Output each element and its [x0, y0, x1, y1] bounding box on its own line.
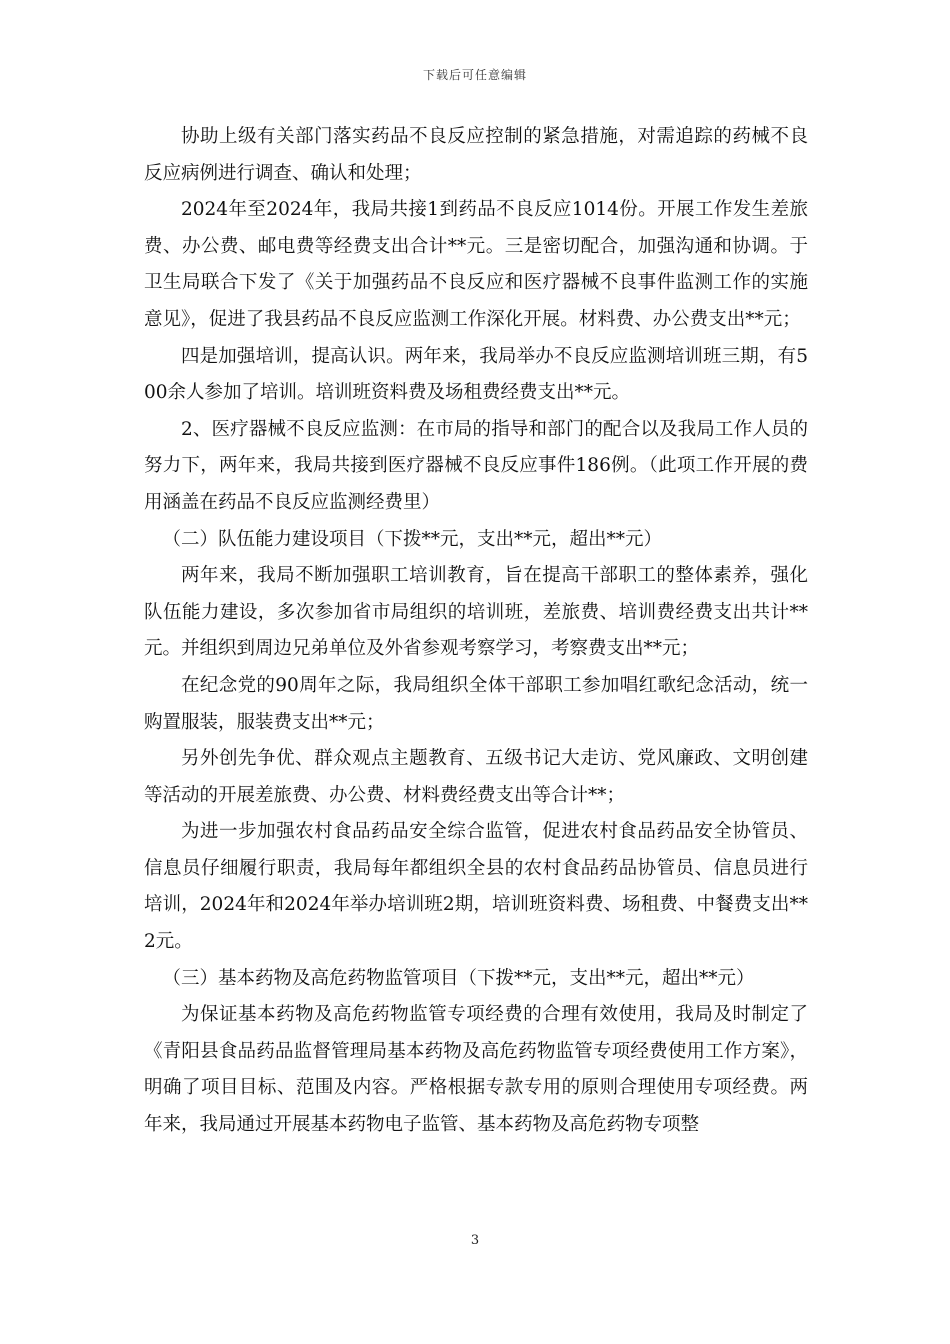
paragraph: 四是加强培训，提高认识。两年来，我局举办不良反应监测培训班三期，有500余人参加了培训。培训班资料费及场租费经费支出**元。 [144, 345, 808, 404]
document-body [144, 119, 808, 1144]
page-number: 3 [470, 1233, 480, 1248]
section-heading: （二）队伍能力建设项目（下拨**元，支出**元，超出**元） [162, 528, 663, 550]
section-heading: （三）基本药物及高危药物监管项目（下拨**元，支出**元，超出**元） [162, 967, 755, 989]
paragraph: 两年来，我局不断加强职工培训教育，旨在提高干部职工的整体素养，强化队伍能力建设，多次参加省市局组织的培训班，差旅费、培训费经费支出共计**元。并组织到周边兄弟单位及外省参观考察学习，考察费支出**元； [144, 565, 808, 660]
page-header: 下载后可任意编辑 [422, 68, 527, 82]
paragraph: 2、医疗器械不良反应监测：在市局的指导和部门的配合以及我局工作人员的努力下，两年来，我局共接到医疗器械不良反应事件186例。（此项工作开展的费用涵盖在药品不良反应监测经费里） [144, 418, 808, 513]
paragraph: 2024年至2024年，我局共接1到药品不良反应1014份。开展工作发生差旅费、办公费、邮电费等经费支出合计**元。三是密切配合，加强沟通和协调。于卫生局联合下发了《关于加强药品不良反应和医疗器械不良事件监测工作的实施意见》，促进了我县药品不良反应监测工作深化开展。材料费、办公费支出**元； [144, 199, 808, 330]
paragraph: 在纪念党的90周年之际，我局组织全体干部职工参加唱红歌纪念活动，统一购置服装，服装费支出**元； [144, 674, 808, 733]
paragraph: 协助上级有关部门落实药品不良反应控制的紧急措施，对需追踪的药械不良反应病例进行调查、确认和处理； [144, 126, 808, 184]
paragraph: 另外创先争优、群众观点主题教育、五级书记大走访、党风廉政、文明创建等活动的开展差旅费、办公费、材料费经费支出等合计**； [144, 748, 808, 806]
paragraph: 为保证基本药物及高危药物监管专项经费的合理有效使用，我局及时制定了《青阳县食品药品监督管理局基本药物及高危药物监管专项经费使用工作方案》，明确了项目目标、范围及内容。严格根据专款专用的原则合理使用专项经费。两年来，我局通过开展基本药物电子监管、基本药物及高危药物专项整 [144, 1004, 808, 1136]
paragraph: 为进一步加强农村食品药品安全综合监管，促进农村食品药品安全协管员、信息员仔细履行职责，我局每年都组织全县的农村食品药品协管员、信息员进行培训，2024年和2024年举办培训班2期，培训班资料费、场租费、中餐费支出**2元。 [144, 821, 808, 953]
